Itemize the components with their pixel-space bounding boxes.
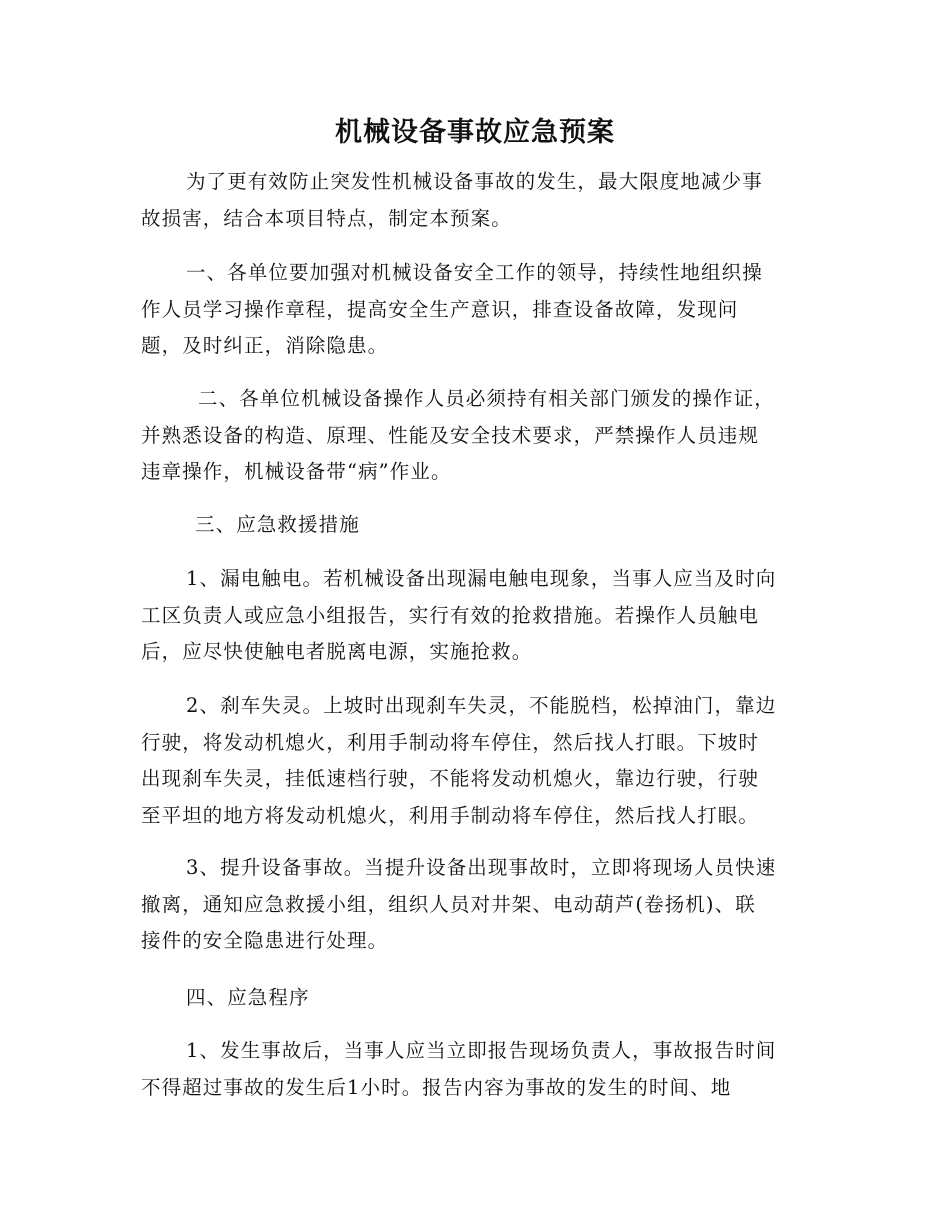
paragraph-line: 一、各单位要加强对机械设备安全工作的领导，持续性地组织操 xyxy=(186,261,763,284)
paragraph-line: 3、提升设备事故。当提升设备出现事故时，立即将现场人员快速 xyxy=(186,856,777,879)
paragraph-line: 工区负责人或应急小组报告，实行有效的抢救措施。若操作人员触电 xyxy=(141,603,760,627)
paragraph-line: 出现刹车失灵，挂低速档行驶，不能将发动机熄火，靠边行驶，行驶 xyxy=(141,767,760,790)
paragraph-line: 为了更有效防止突发性机械设备事故的发生，最大限度地减少事 xyxy=(186,170,763,193)
paragraph-line: 违章操作，机械设备带“病”作业。 xyxy=(141,460,452,483)
section-heading-4 xyxy=(141,980,811,1017)
paragraph-line: 行驶，将发动机熄火，利用手制动将车停住，然后找人打眼。下坡时 xyxy=(141,730,760,754)
paragraph-line: 不得超过事故的发生后1小时。报告内容为事故的发生的时间、地 xyxy=(141,1075,732,1099)
paragraph-line: 并熟悉设备的构造、原理、性能及安全技术要求，严禁操作人员违规 xyxy=(141,423,760,447)
paragraph-measure-2 xyxy=(141,688,811,834)
paragraph-section-2 xyxy=(141,381,811,491)
paragraph-intro xyxy=(141,164,811,237)
paragraph-line: 四、应急程序 xyxy=(186,986,310,1009)
paragraph-procedure-1 xyxy=(141,1033,811,1106)
document-title: 机械设备事故应急预案 xyxy=(335,117,615,148)
paragraph-line: 故损害，结合本项目特点，制定本预案。 xyxy=(141,206,512,230)
paragraph-line: 撤离，通知应急救援小组，组织人员对井架、电动葫芦(卷扬机)、联 xyxy=(141,892,756,916)
paragraph-line: 1、发生事故后，当事人应当立即报告现场负责人，事故报告时间 xyxy=(186,1039,777,1062)
paragraph-measure-1 xyxy=(141,561,811,671)
paragraph-line: 1、漏电触电。若机械设备出现漏电触电现象，当事人应当及时向 xyxy=(186,567,777,590)
paragraph-section-1 xyxy=(141,255,811,365)
section-heading-3 xyxy=(141,507,811,544)
paragraph-line: 二、各单位机械设备操作人员必须持有相关部门颁发的操作证， xyxy=(198,387,775,410)
paragraph-line: 作人员学习操作章程，提高安全生产意识，排查设备故障，发现问 xyxy=(141,297,739,321)
paragraph-line: 2、刹车失灵。上坡时出现刹车失灵，不能脱档，松掉油门，靠边 xyxy=(186,694,777,717)
paragraph-line: 接件的安全隐患进行处理。 xyxy=(141,929,389,952)
paragraph-line: 至平坦的地方将发动机熄火，利用手制动将车停住，然后找人打眼。 xyxy=(141,803,760,827)
paragraph-line: 三、应急救援措施 xyxy=(195,513,360,536)
paragraph-line: 题，及时纠正，消除隐患。 xyxy=(141,334,389,357)
paragraph-measure-3 xyxy=(141,850,811,960)
paragraph-line: 后，应尽快使触电者脱离电源，实施抢救。 xyxy=(141,640,533,663)
